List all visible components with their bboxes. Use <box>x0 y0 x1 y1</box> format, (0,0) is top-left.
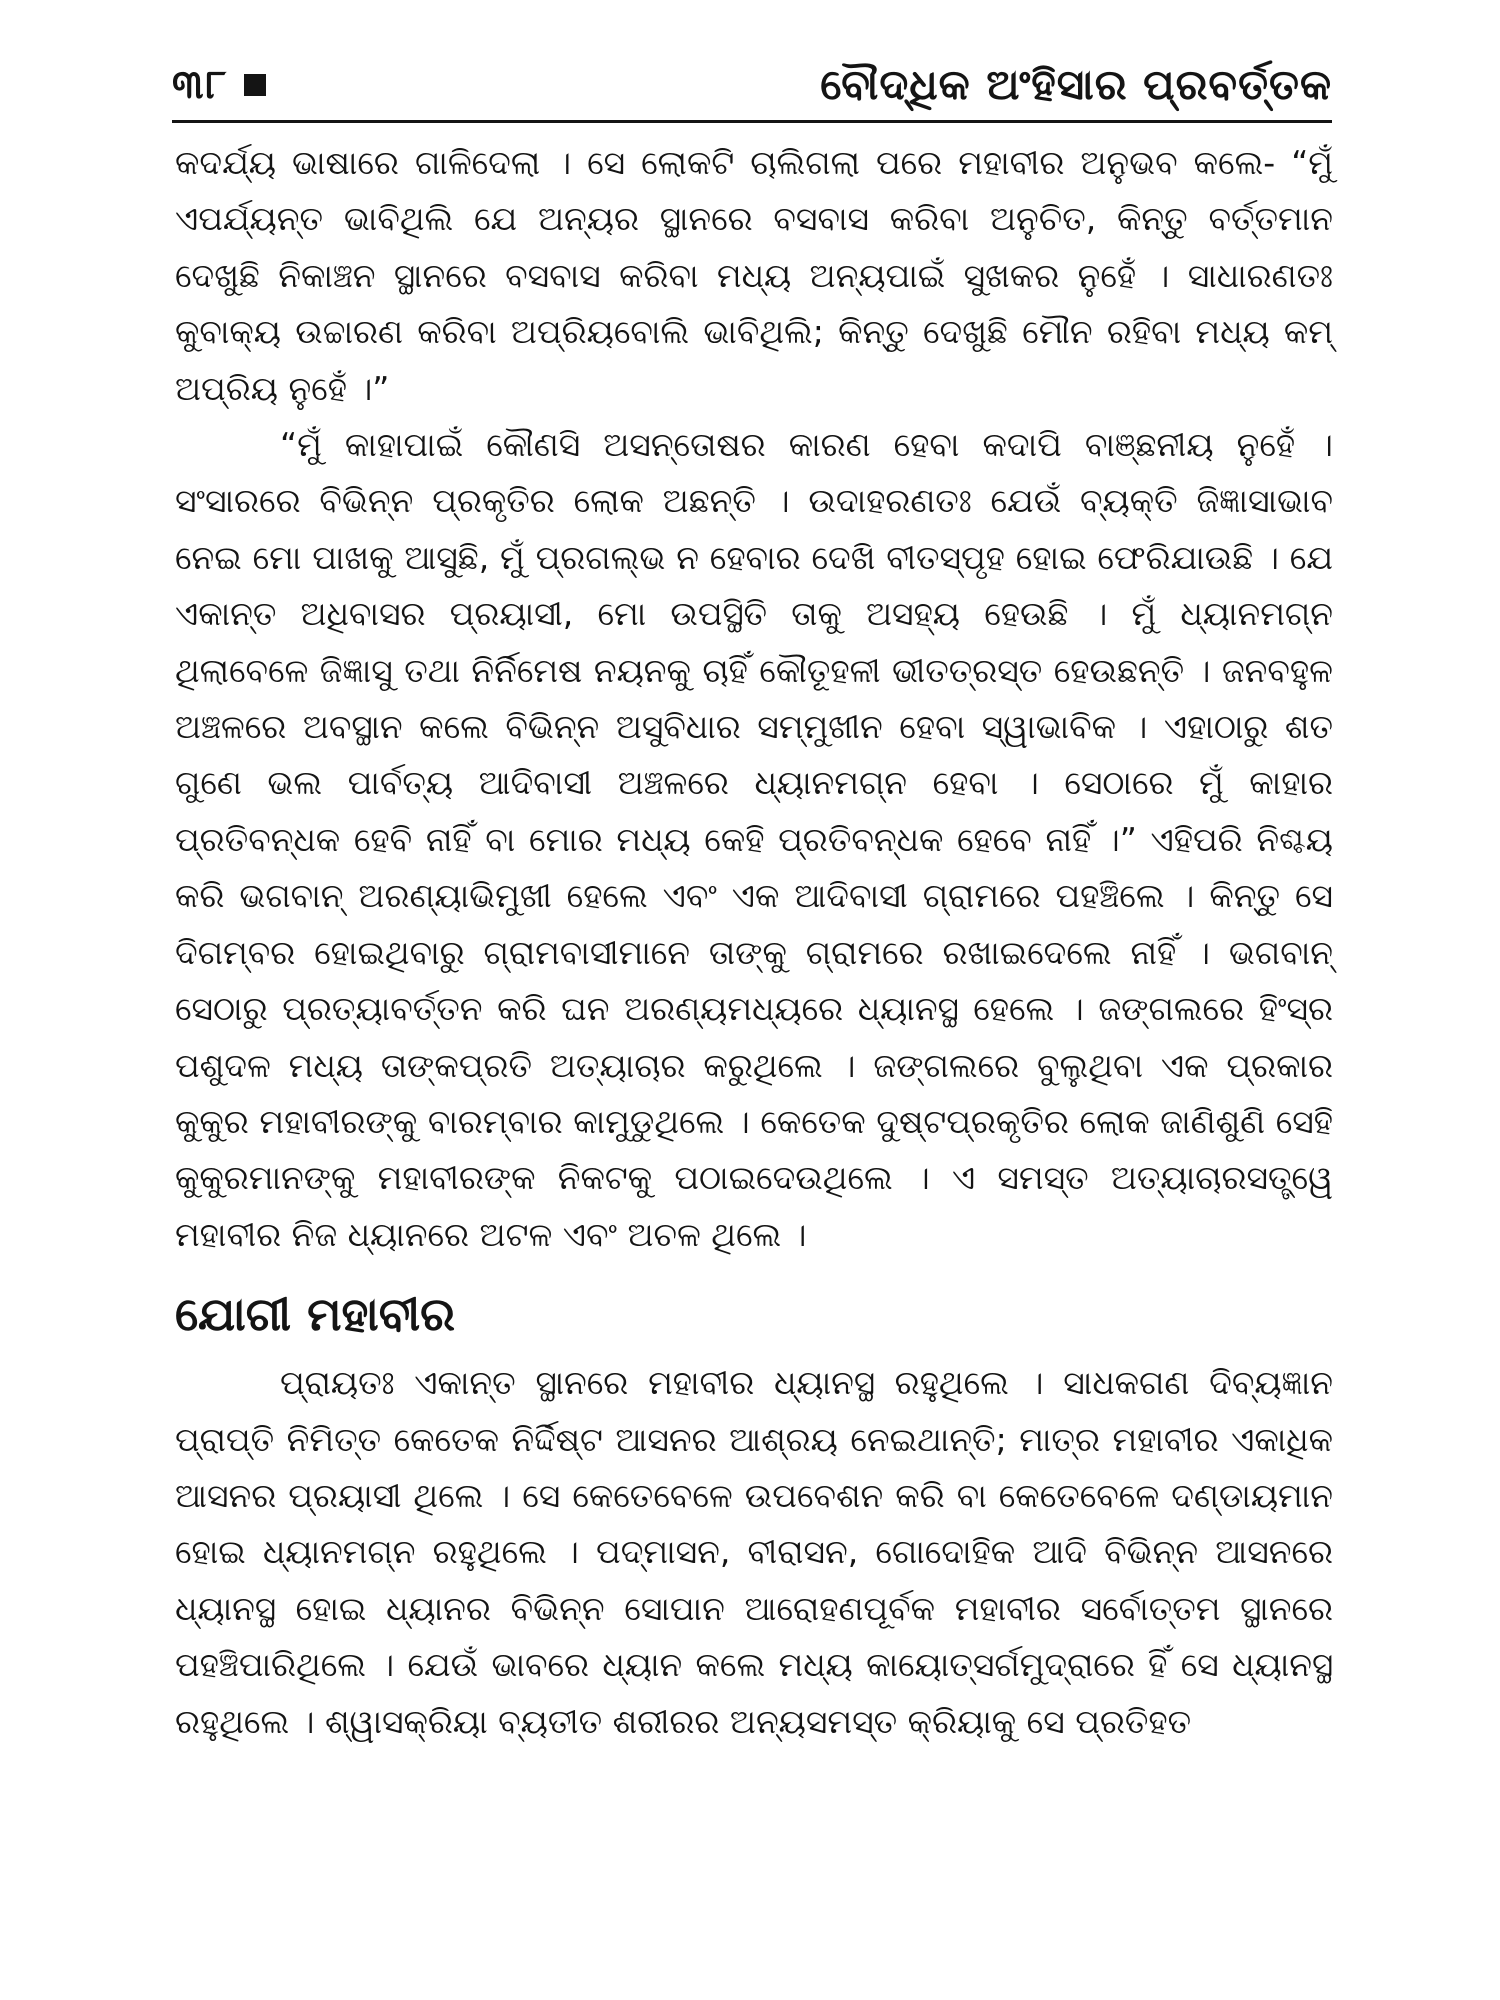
section-paragraph: ପ୍ରାୟତଃ ଏକାନ୍ତ ସ୍ଥାନରେ ମହାବୀର ଧ୍ୟାନସ୍ଥ ରହୁଥିଲେ । ସାଧକଗଣ ଦିବ୍ୟଜ୍ଞାନ ପ୍ରାପ୍ତି ନିମିତ୍ତ କେତେକ ନିର୍ଦ୍ଦିଷ୍ଟ ଆସନର ଆଶ୍ରୟ ନେଇଥାନ୍ତି; ମାତ୍ର ମହାବୀର ଏକାଧିକ ଆସନର ପ୍ରୟାସୀ ଥିଲେ । ସେ କେତେବେଳେ ଉପବେଶନ କରି ବା କେତେବେଳେ ଦଣ୍ଡାୟମାନ ହୋଇ ଧ୍ୟାନମଗ୍ନ ରହୁଥିଲେ । ପଦ୍ମାସନ, ବୀରାସନ, ଗୋଦୋହିକ ଆଦି ବିଭିନ୍ନ ଆସନରେ ଧ୍ୟାନସ୍ଥ ହୋଇ ଧ୍ୟାନର ବିଭିନ୍ନ ସୋପାନ ଆରୋହଣପୂର୍ବକ ମହାବୀର ସର୍ବୋତ୍ତମ ସ୍ଥାନରେ ପହଞ୍ଚିପାରିଥିଲେ । ଯେଉଁ ଭାବରେ ଧ୍ୟାନ କଲେ ମଧ୍ୟ କାୟୋତ୍ସର୍ଗମୁଦ୍ରାରେ ହିଁ ସେ ଧ୍ୟାନସ୍ଥ ରହୁଥିଲେ । ଶ୍ୱାସକ୍ରିୟା ବ୍ୟତୀତ ଶରୀରର ଅନ୍ୟସମସ୍ତ କ୍ରିୟାକୁ ସେ ପ୍ରତିହତ <box>175 1363 1333 1741</box>
paragraph: “ମୁଁ କାହାପାଇଁ କୌଣସି ଅସନ୍ତୋଷର କାରଣ ହେବା କଦାପି ବାଞ୍ଛନୀୟ ନୁହେଁ । ସଂସାରରେ ବିଭିନ୍ନ ପ୍ରକୃତିର ଲୋକ ଅଛନ୍ତି । ଉଦାହରଣତଃ ଯେଉଁ ବ୍ୟକ୍ତି ଜିଜ୍ଞାସାଭାବ ନେଇ ମୋ ପାଖକୁ ଆସୁଛି, ମୁଁ ପ୍ରଗଲ୍‌ଭ ନ ହେବାର ଦେଖି ବୀତସ୍ପୃହ ହୋଇ ଫେରିଯାଉଛି । ଯେ ଏକାନ୍ତ ଅଧିବାସର ପ୍ରୟାସୀ, ମୋ ଉପସ୍ଥିତି ତାକୁ ଅସହ୍ୟ ହେଉଛି । ମୁଁ ଧ୍ୟାନମଗ୍ନ ଥିଲାବେଳେ ଜିଜ୍ଞାସୁ ତଥା ନିର୍ନିମେଷ ନୟନକୁ ଚାହିଁ କୌତୂହଳୀ ଭୀତତ୍ରସ୍ତ ହେଉଛନ୍ତି । ଜନବହୁଳ ଅଞ୍ଚଳରେ ଅବସ୍ଥାନ କଲେ ବିଭିନ୍ନ ଅସୁବିଧାର ସମ୍ମୁଖୀନ ହେବା ସ୍ୱାଭାବିକ । ଏହାଠାରୁ ଶତ ଗୁଣେ ଭଲ ପାର୍ବତ୍ୟ ଆଦିବାସୀ ଅଞ୍ଚଳରେ ଧ୍ୟାନମଗ୍ନ ହେବା । ସେଠାରେ ମୁଁ କାହାର ପ୍ରତିବନ୍ଧକ ହେବି ନାହିଁ ବା ମୋର ମଧ୍ୟ କେହି ପ୍ରତିବନ୍ଧକ ହେବେ ନାହିଁ ।” ଏହିପରି ନିଶ୍ଚୟ କରି ଭଗବାନ୍ ଅରଣ୍ୟାଭିମୁଖୀ ହେଲେ ଏବଂ ଏକ ଆଦିବାସୀ ଗ୍ରାମରେ ପହଞ୍ଚିଲେ । କିନ୍ତୁ ସେ ଦିଗମ୍ବର ହୋଇଥିବାରୁ ଗ୍ରାମବାସୀମାନେ ତାଙ୍କୁ ଗ୍ରାମରେ ରଖାଇଦେଲେ ନାହିଁ । ଭଗବାନ୍ ସେଠାରୁ ପ୍ରତ୍ୟାବର୍ତ୍ତନ କରି ଘନ ଅରଣ୍ୟମଧ୍ୟରେ ଧ୍ୟାନସ୍ଥ ହେଲେ । ଜଙ୍ଗଲରେ ହିଂସ୍ର ପଶୁଦଳ ମଧ୍ୟ ତାଙ୍କପ୍ରତି ଅତ୍ୟାଚାର କରୁଥିଲେ । ଜଙ୍ଗଲରେ ବୁଲୁଥିବା ଏକ ପ୍ରକାର କୁକୁର ମହାବୀରଙ୍କୁ ବାରମ୍ବାର କାମୁଡୁଥିଲେ । କେତେକ ଦୁଷ୍ଟପ୍ରକୃତିର ଲୋକ ଜାଣିଶୁଣି ସେହି କୁକୁରମାନଙ୍କୁ ମହାବୀରଙ୍କ ନିକଟକୁ ପଠାଇଦେଉଥିଲେ । ଏ ସମସ୍ତ ଅତ୍ୟାଚାରସତ୍ତ୍ୱେ ମହାବୀର ନିଜ ଧ୍ୟାନରେ ଅଟଳ ଏବଂ ଅଚଳ ଥିଲେ । <box>175 425 1333 1254</box>
page-number-group <box>172 62 266 108</box>
running-title: ବୌଦ୍ଧିକ ଅଂହିସାର ପ୍ରବର୍ତ୍ତକ <box>820 60 1332 109</box>
page-number: ୩୮ <box>172 62 229 108</box>
page-header <box>172 52 1332 118</box>
square-bullet-icon <box>244 74 266 96</box>
section-heading: ଯୋଗୀ ମହାବୀର <box>175 1287 456 1342</box>
body-text <box>175 135 1333 1750</box>
header-divider <box>172 120 1332 123</box>
paragraph: କଦର୍ଯ୍ୟ ଭାଷାରେ ଗାଳିଦେଲା । ସେ ଲୋକଟି ଚାଲିଗଲା ପରେ ମହାବୀର ଅନୁଭବ କଲେ- “ମୁଁ ଏପର୍ଯ୍ୟନ୍ତ ଭାବିଥିଲି ଯେ ଅନ୍ୟର ସ୍ଥାନରେ ବସବାସ କରିବା ଅନୁଚିତ, କିନ୍ତୁ ବର୍ତ୍ତମାନ ଦେଖୁଛି ନିକାଞ୍ଚନ ସ୍ଥାନରେ ବସବାସ କରିବା ମଧ୍ୟ ଅନ୍ୟପାଇଁ ସୁଖକର ନୁହେଁ । ସାଧାରଣତଃ କୁବାକ୍ୟ ଉଚ୍ଚାରଣ କରିବା ଅପ୍ରିୟବୋଲି ଭାବିଥିଲି; କିନ୍ତୁ ଦେଖୁଛି ମୌନ ରହିବା ମଧ୍ୟ କମ୍ ଅପ୍ରିୟ ନୁହେଁ ।” <box>175 143 1333 408</box>
